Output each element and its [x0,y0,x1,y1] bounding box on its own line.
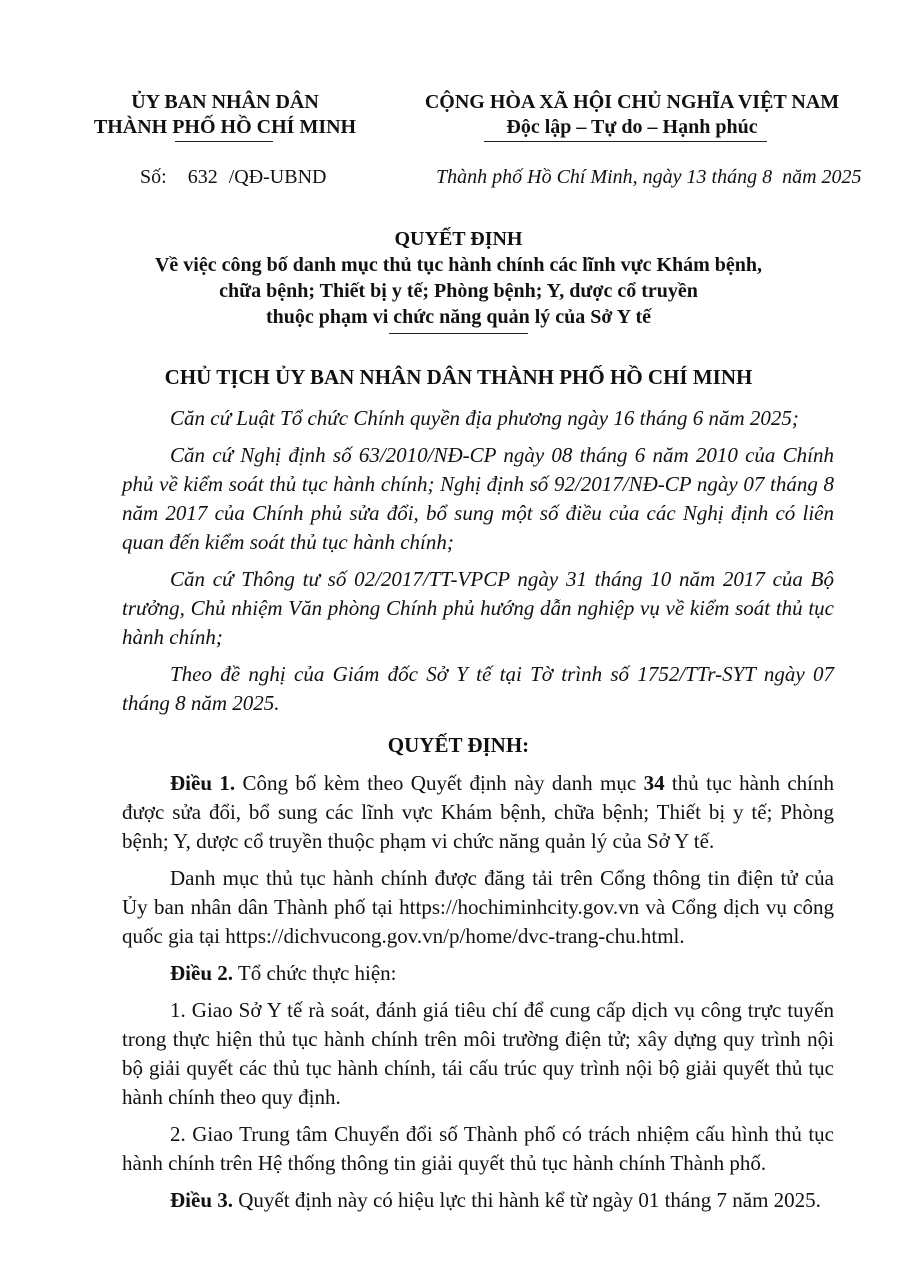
agency-line-2: THÀNH PHỐ HỒ CHÍ MINH [93,116,357,138]
decision-title: QUYẾT ĐỊNH [394,228,523,250]
decision-heading: QUYẾT ĐỊNH: [387,733,530,757]
article-2-label: Điều 2. [170,961,233,985]
basis-item: Theo đề nghị của Giám đốc Sở Y tế tại Tờ trình số 1752/TTr-SYT ngày 07 tháng 8 năm 2025. [122,662,834,715]
doc-number-label: Số: [140,166,167,188]
article-3-text: Quyết định này có hiệu lực thi hành kể từ ngày 01 tháng 7 năm 2025. [233,1188,821,1212]
doc-code: /QĐ-UBND [228,166,327,188]
doc-number-value: 632 [187,166,218,188]
basis-item: Căn cứ Luật Tổ chức Chính quyền địa phương ngày 16 tháng 6 năm 2025; [170,406,799,430]
title-underline [389,333,528,334]
procedure-count: 34 [643,771,665,795]
article-1-text-a: Công bố kèm theo Quyết định này danh mục [235,771,644,795]
motto-underline [484,141,767,142]
basis-item: Căn cứ Nghị định số 63/2010/NĐ-CP ngày 08 tháng 6 năm 2010 của Chính phủ về kiểm soát thủ tục hành chính; Nghị định số 92/2017/NĐ-CP ngày 07 tháng 8 năm 2017 của Chính phủ sửa đổi, bổ sung một số điều của các Nghị định có liên quan đến kiểm soát thủ tục hành chính; [122,443,834,554]
national-motto [392,90,872,140]
legal-bases [122,404,834,718]
agency-underline [175,141,273,142]
place-date: Thành phố Hồ Chí Minh, ngày 13 tháng 8 năm 2025 [436,166,862,188]
title-block [0,226,917,330]
article-1-publication: Danh mục thủ tục hành chính được đăng tải trên Cổng thông tin điện tử của Ủy ban nhân dân Thành phố tại https://hochiminhcity.gov.vn và Cổng dịch vụ công quốc gia tại https://dichvucong.gov.vn/p/home/dvc-trang-chu.html. [122,866,834,948]
issuing-authority: CHỦ TỊCH ỦY BAN NHÂN DÂN THÀNH PHỐ HỒ CHÍ MINH [164,365,753,389]
article-3-label: Điều 3. [170,1188,233,1212]
article-3 [122,1186,834,1215]
subject-line-2: chữa bệnh; Thiết bị y tế; Phòng bệnh; Y, dược cổ truyền [219,280,698,302]
article-1 [122,769,834,856]
articles [122,769,834,1215]
subject-line-3: thuộc phạm vi chức năng quản lý của Sở Y tế [266,306,651,328]
article-2-item-2: 2. Giao Trung tâm Chuyển đổi số Thành phố có trách nhiệm cấu hình thủ tục hành chính trên Hệ thống thông tin giải quyết thủ tục hành chính Thành phố. [122,1122,834,1175]
basis-item: Căn cứ Thông tư số 02/2017/TT-VPCP ngày 31 tháng 10 năm 2017 của Bộ trưởng, Chủ nhiệm Văn phòng Chính phủ hướng dẫn nghiệp vụ về kiểm soát thủ tục hành chính; [122,567,834,649]
issuing-agency [80,90,370,140]
agency-line-1: ỦY BAN NHÂN DÂN [131,91,319,113]
article-2-item-1: 1. Giao Sở Y tế rà soát, đánh giá tiêu chí để cung cấp dịch vụ công trực tuyến trong thực hiện thủ tục hành chính trên môi trường điện tử; xây dựng quy trình nội bộ giải quyết các thủ tục hành chính, tái cấu trúc quy trình nội bộ giải quyết thủ tục hành chính theo quy định. [122,998,834,1109]
article-1-text-b: thủ tục hành chính được sửa đổi, bổ sung các lĩnh vực Khám bệnh, chữa bệnh; Thiết bị y tế; Phòng bệnh; Y, dược cổ truyền thuộc phạm vi chức năng quản lý của Sở Y tế. [122,771,834,853]
nation-line-1: CỘNG HÒA XÃ HỘI CHỦ NGHĨA VIỆT NAM [424,91,840,113]
document-number [140,166,326,189]
subject-line-1: Về việc công bố danh mục thủ tục hành chính các lĩnh vực Khám bệnh, [154,254,763,276]
article-2-text: Tổ chức thực hiện: [233,961,397,985]
article-1-label: Điều 1. [170,771,236,795]
nation-line-2: Độc lập – Tự do – Hạnh phúc [506,116,758,138]
article-2 [122,959,834,988]
